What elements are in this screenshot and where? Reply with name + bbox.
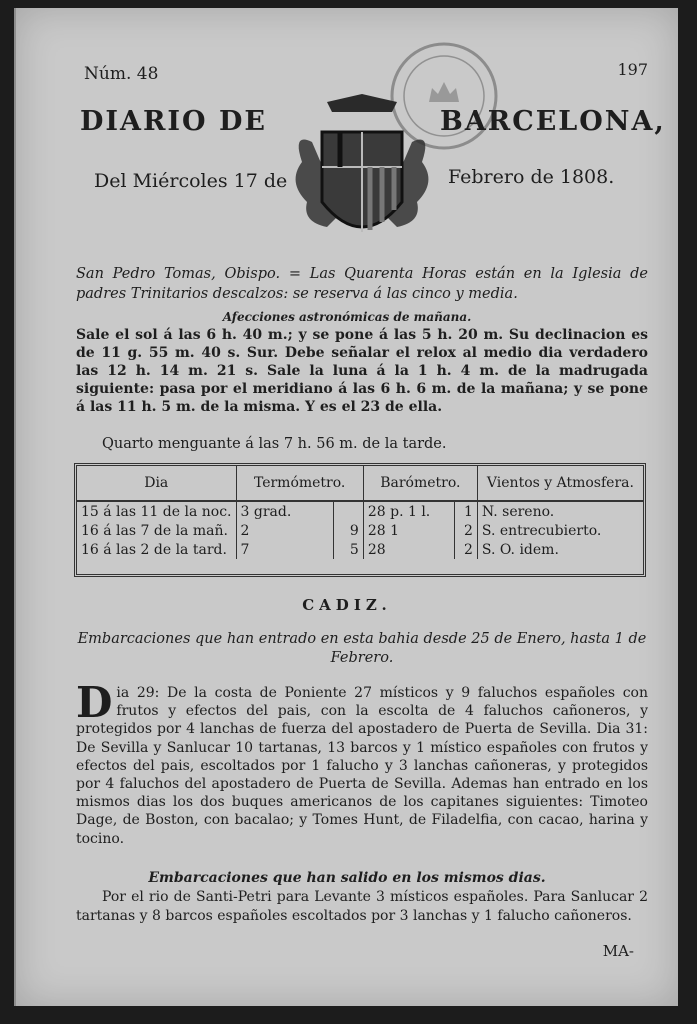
table-row [77, 521, 643, 540]
cell-temp: 3 grad. [236, 501, 334, 521]
col-vientos: Vientos y Atmosfera. [477, 466, 643, 501]
table-header-row [77, 466, 643, 501]
cell-baro-frac: 1 [455, 501, 478, 521]
table-row [77, 540, 643, 559]
moon-quarter: Quarto menguante á las 7 h. 56 m. de la tarde. [102, 436, 447, 452]
cell-dia: 16 á las 7 de la mañ. [77, 521, 236, 540]
date-left: Del Miércoles 17 de [94, 170, 288, 192]
col-barometro: Barómetro. [363, 466, 477, 501]
cell-wind: S. entrecubierto. [481, 522, 602, 539]
cell-temp: 2 [236, 521, 334, 540]
departures-heading: Embarcaciones que han salido en los mismos dias. [148, 870, 546, 886]
cell-dia: 16 á las 2 de la tard. [77, 540, 236, 559]
col-dia: Dia [77, 466, 236, 501]
cell-temp: 7 [236, 540, 334, 559]
cell-baro: 28 1 [363, 521, 454, 540]
cell-baro-frac: 2 [455, 521, 478, 540]
weather-table [74, 463, 646, 577]
astronomy-text [76, 326, 648, 416]
astronomy-paragraph: Sale el sol á las 6 h. 40 m.; y se pone á las 5 h. 20 m. Su declinacion es de 11 g. 55 m. 40 s. Sur. Debe señalar el relox al medio dia verdadero las 12 h. 14 m. 21 s. Sale la luna á la 1 h. 4 m. de la madrugada siguiente: pasa por el meridiano á las 6 h. 6 m. de la mañana; y se pone á las 11 h. 5 m. de la misma. Y es el 23 de ella. [76, 327, 648, 415]
section-heading-cadiz: CADIZ. [302, 596, 392, 614]
masthead-title-right: BARCELONA, [440, 106, 666, 137]
date-right: Febrero de 1808. [448, 166, 615, 188]
cell-dia: 15 á las 11 de la noc. [77, 501, 236, 521]
page-number: 197 [617, 60, 648, 79]
newspaper-page [14, 8, 678, 1006]
cell-wind: S. O. idem. [481, 541, 559, 558]
arrivals-text: ia 29: De la costa de Poniente 27 místicos y 9 faluchos españoles con frutos y efectos del pais, con la escolta de 4 faluchos cañoneros, y protegidos por 4 lanchas de fuerza del apostadero de Puerta de Sevilla. Dia 31: De Sevilla y Sanlucar 10 tartanas, 13 barcos y 1 místico españoles con frutos y efectos del pais, escoltados por 1 falucho y 3 lanchas cañoneras, y protegidos por 4 faluchos del apostadero de Puerta de Sevilla. Ademas han entrado en los mismos dias los dos buques americanos de los capitanes siguientes: Timoteo Dage, de Boston, con bacalao; y Tomes Hunt, de Filadelfia, con cacao, harina y tocino. [76, 685, 648, 847]
arrivals-heading: Embarcaciones que han entrado en esta bahia desde 25 de Enero, hasta 1 de Febrero. [77, 631, 647, 666]
cell-temp-frac [334, 501, 363, 521]
issue-number: Núm. 48 [84, 64, 159, 84]
departures-text: Por el rio de Santi-Petri para Levante 3 místicos españoles. Para Sanlucar 2 tartanas y 8 barcos españoles escoltados por 3 lanchas y 1 falucho cañoneros. [76, 889, 648, 924]
cell-baro: 28 p. 1 l. [363, 501, 454, 521]
masthead-title-left: DIARIO DE [80, 106, 267, 137]
catchword: MA- [602, 942, 634, 960]
arrivals-text-block [76, 678, 648, 848]
table-row [77, 501, 643, 521]
drop-cap: D [76, 678, 113, 727]
astronomy-heading: Afecciones astronómicas de mañana. [222, 310, 472, 324]
cell-baro: 28 [363, 540, 454, 559]
cell-temp-frac: 9 [334, 521, 363, 540]
saints-of-the-day: San Pedro Tomas, Obispo. = Las Quarenta Horas están en la Iglesia de padres Trinitarios descalzos: se reserva á las cinco y media. [76, 266, 648, 302]
cell-temp-frac: 5 [334, 540, 363, 559]
cell-baro-frac: 2 [455, 540, 478, 559]
barcelona-coat-of-arms-icon [282, 92, 442, 252]
col-termometro: Termómetro. [236, 466, 363, 501]
cell-wind: N. sereno. [481, 503, 555, 520]
